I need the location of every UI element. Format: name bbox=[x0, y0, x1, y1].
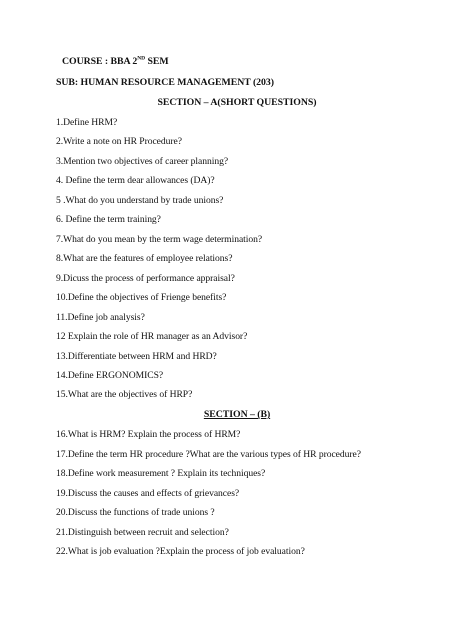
question-item: 21.Distinguish between recruit and selection? bbox=[56, 527, 229, 538]
course-line bbox=[62, 56, 169, 68]
course-superscript: ND bbox=[137, 55, 146, 62]
question-item: 13.Differentiate between HRM and HRD? bbox=[56, 351, 217, 362]
question-item: 22.What is job evaluation ?Explain the process of job evaluation? bbox=[56, 546, 305, 557]
question-item: 9.Dicuss the process of performance appraisal? bbox=[56, 273, 235, 284]
question-item: 2.Write a note on HR Procedure? bbox=[56, 136, 182, 147]
question-item: 8.What are the features of employee relations? bbox=[56, 253, 233, 264]
question-item: 20.Discuss the functions of trade unions ? bbox=[56, 507, 215, 518]
question-item: 3.Mention two objectives of career planning? bbox=[56, 156, 229, 167]
question-item: 6. Define the term training? bbox=[56, 214, 161, 225]
question-item: 10.Define the objectives of Frienge benefits? bbox=[56, 292, 227, 303]
question-item: 11.Define job analysis? bbox=[56, 312, 145, 323]
question-item: 14.Define ERGONOMICS? bbox=[56, 370, 164, 381]
question-item: 16.What is HRM? Explain the process of HRM? bbox=[56, 429, 241, 440]
subject-line: SUB: HUMAN RESOURCE MANAGEMENT (203) bbox=[56, 77, 274, 88]
question-item: 17.Define the term HR procedure ?What are the various types of HR procedure? bbox=[56, 449, 361, 460]
course-text: COURSE : BBA 2 bbox=[62, 56, 138, 67]
section-b-heading: SECTION – (B) bbox=[203, 409, 271, 420]
question-item: 1.Define HRM? bbox=[56, 117, 118, 128]
question-item: 12 Explain the role of HR manager as an Advisor? bbox=[56, 331, 248, 342]
question-item: 4. Define the term dear allowances (DA)? bbox=[56, 175, 215, 186]
question-item: 5 .What do you understand by trade unions? bbox=[56, 195, 224, 206]
question-item: 15.What are the objectives of HRP? bbox=[56, 389, 193, 400]
section-a-heading: SECTION – A(SHORT QUESTIONS) bbox=[157, 97, 317, 108]
question-item: 18.Define work measurement ? Explain its techniques? bbox=[56, 468, 266, 479]
question-item: 7.What do you mean by the term wage determination? bbox=[56, 234, 263, 245]
question-item: 19.Discuss the causes and effects of grievances? bbox=[56, 488, 240, 499]
course-suffix: SEM bbox=[145, 56, 169, 67]
